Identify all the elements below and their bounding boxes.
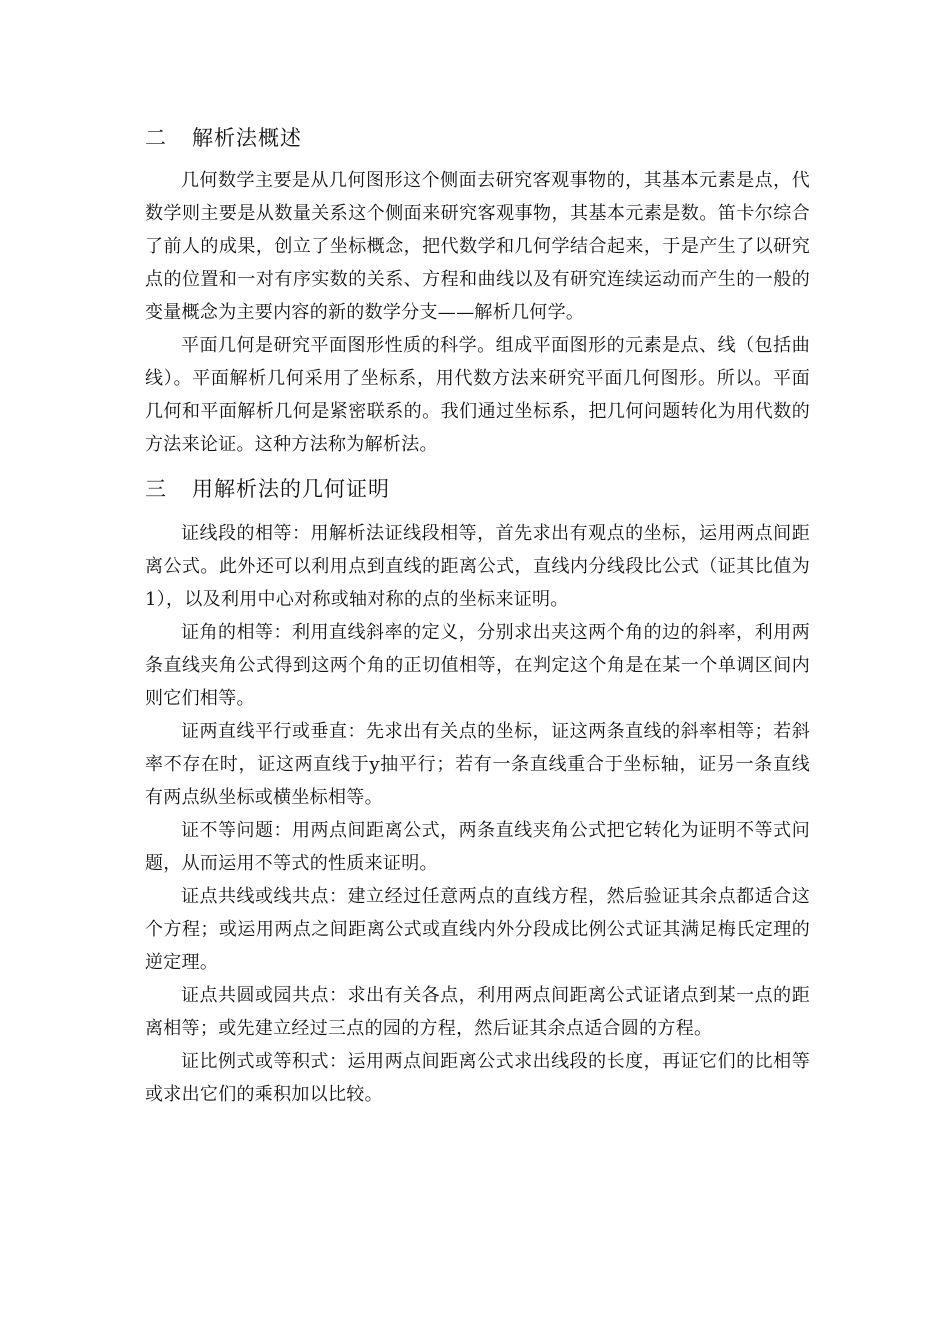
paragraph: 证点共圆或园共点：求出有关各点，利用两点间距离公式证诸点到某一点的距离相等；或先建立经过三点的园的方程，然后证其余点适合圆的方程。 [145,985,810,1039]
section-overview [145,118,810,461]
paragraph: 证线段的相等：用解析法证线段相等，首先求出有观点的坐标，运用两点间距离公式。此外还可以利用点到直线的距离公式，直线内分线段比公式（证其比值为1），以及利用中心对称或轴对称的点的坐标来证明。 [145,523,810,610]
paragraph: 证不等问题：用两点间距离公式，两条直线夹角公式把它转化为证明不等式问题，从而运用不等式的性质来证明。 [145,820,810,874]
section-title: 用解析法的几何证明 [192,477,390,501]
paragraph: 几何数学主要是从几何图形这个侧面去研究客观事物的，其基本元素是点，代数学则主要是从数量关系这个侧面来研究客观事物，其基本元素是数。笛卡尔综合了前人的成果，创立了坐标概念，把代数学和几何学结合起来，于是产生了以研究点的位置和一对有序实数的关系、方程和曲线以及有研究连续运动而产生的一般的变量概念为主要内容的新的数学分支——解析几何学。 [145,170,810,323]
section-heading [145,118,810,158]
section-body [145,164,810,461]
section-geometry-proofs [145,469,810,1111]
paragraph: 证点共线或线共点：建立经过任意两点的直线方程，然后验证其余点都适合这个方程；或运用两点之间距离公式或直线内外分段成比例公式证其满足梅氏定理的逆定理。 [145,886,810,973]
paragraph: 证两直线平行或垂直：先求出有关点的坐标，证这两条直线的斜率相等；若斜率不存在时，证这两直线于y抽平行；若有一条直线重合于坐标轴，证另一条直线有两点纵坐标或横坐标相等。 [145,721,810,808]
section-number: 三 [145,477,167,501]
section-number: 二 [145,126,167,150]
section-title: 解析法概述 [192,126,302,150]
document-page [145,118,810,1111]
paragraph: 证比例式或等积式：运用两点间距离公式求出线段的长度，再证它们的比相等或求出它们的乘积加以比较。 [145,1051,810,1105]
paragraph: 平面几何是研究平面图形性质的科学。组成平面图形的元素是点、线（包括曲线）。平面解析几何采用了坐标系，用代数方法来研究平面几何图形。所以。平面几何和平面解析几何是紧密联系的。我们通过坐标系，把几何问题转化为用代数的方法来论证。这种方法称为解析法。 [145,335,810,455]
section-heading [145,469,810,509]
paragraph: 证角的相等：利用直线斜率的定义，分别求出夹这两个角的边的斜率，利用两条直线夹角公式得到这两个角的正切值相等，在判定这个角是在某一个单调区间内则它们相等。 [145,622,810,709]
section-body [145,517,810,1111]
